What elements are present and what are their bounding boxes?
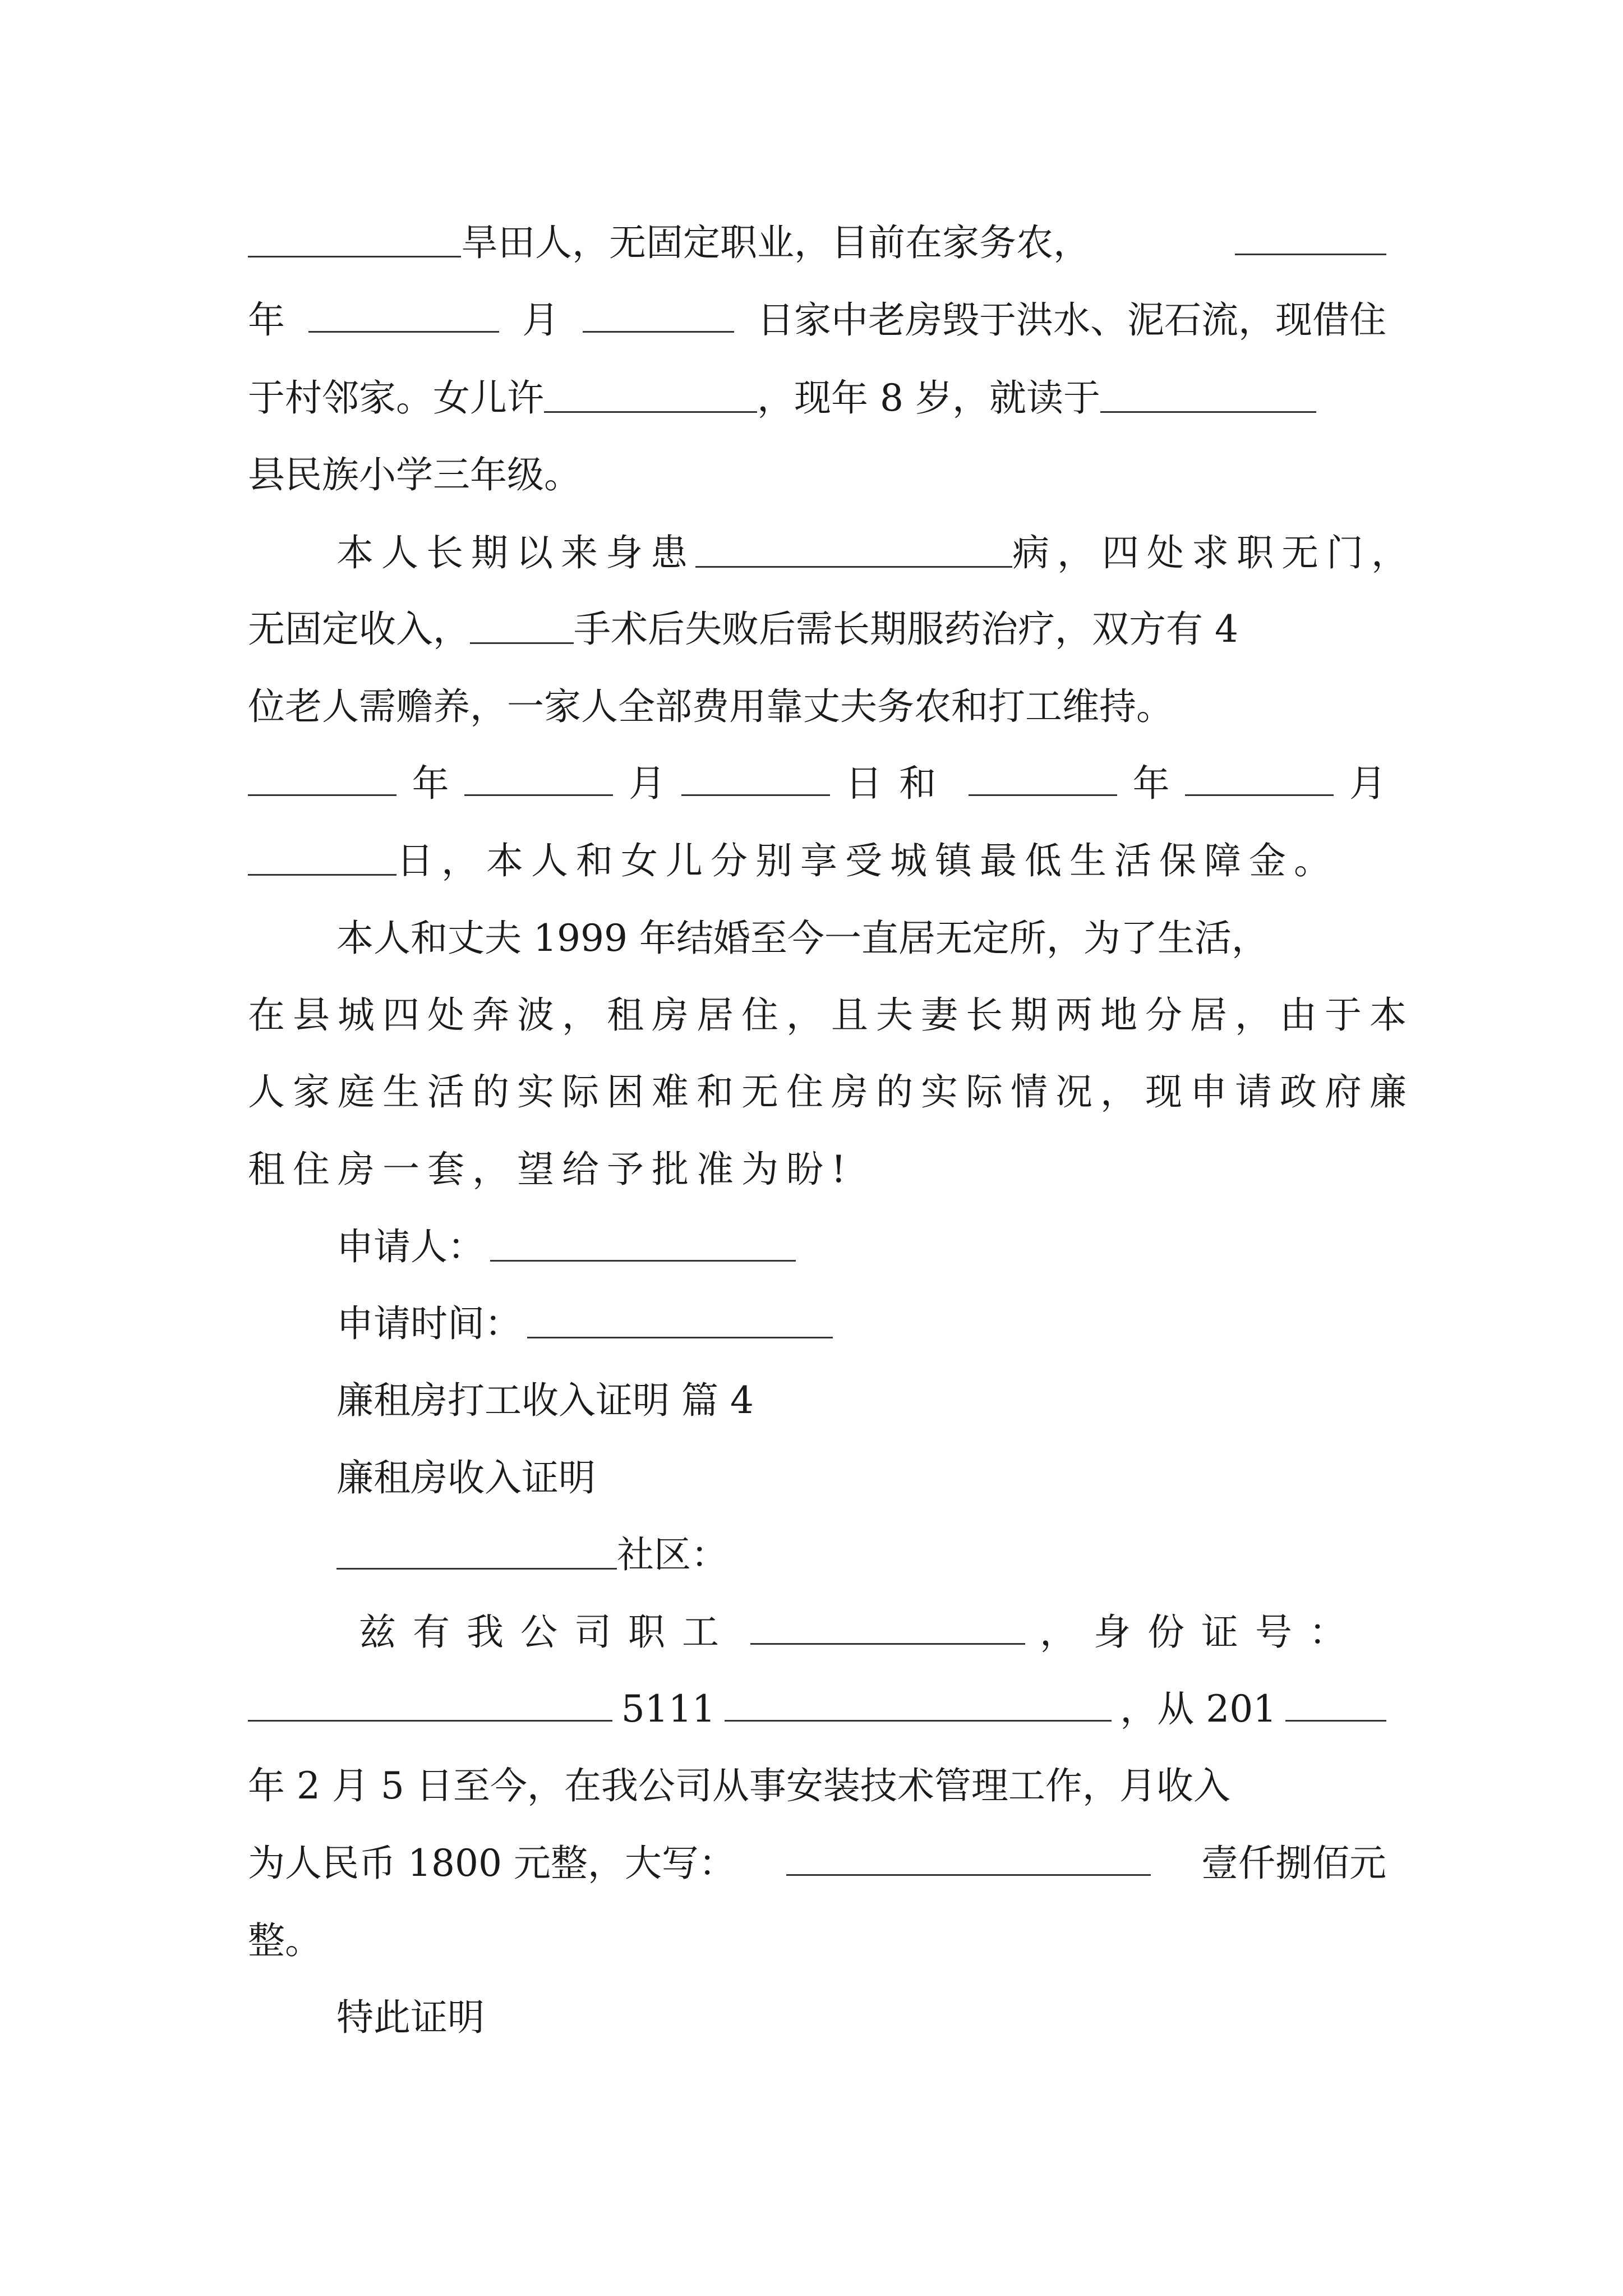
application-date-label: 申请时间： [336, 1302, 522, 1345]
section-title: 廉租房打工收入证明 篇 4 [336, 1379, 754, 1422]
text-span: 旱田人，无固定职业，目前在家务农， [461, 221, 1090, 264]
text-span: 兹有我公司职工 [359, 1611, 736, 1654]
text-span: 手术后失败后需长期服药治疗，双方有 4 [574, 608, 1238, 651]
amount-blank [786, 1839, 1151, 1876]
year-blank [1285, 1685, 1386, 1722]
applicant-label: 申请人： [336, 1225, 485, 1268]
blank-field [1100, 376, 1316, 413]
application-date-line [336, 1296, 1475, 1352]
para3-line2: 在县城四处奔波，租房居住，且夫妻长期两地分居，由于本 [248, 993, 1414, 1037]
id-blank-right [725, 1685, 1112, 1722]
text-span: 本人长期以来身患 [336, 531, 695, 574]
blank-field [1235, 219, 1386, 255]
blank-field [464, 760, 613, 796]
para1-line4: 县民族小学三年级。 [248, 453, 581, 496]
employee-name-blank [750, 1608, 1025, 1645]
community-line [336, 1527, 1475, 1583]
blank-field [544, 376, 757, 413]
text-span: ，现年 8 岁，就读于 [757, 376, 1100, 420]
blank-field [695, 531, 1012, 568]
text-span: 日，本人和女儿分别享受城镇最低生活保障金。 [396, 839, 1339, 882]
para2-line1 [336, 525, 1416, 581]
cert-line3: 年 2 月 5 日至今，在我公司从事安装技术管理工作，月收入 [248, 1764, 1230, 1807]
cert-line5: 整。 [248, 1919, 322, 1962]
para3-line4: 租住房一套，望给予批准为盼! [248, 1148, 854, 1191]
community-blank [336, 1533, 617, 1570]
para2-line5 [248, 833, 1386, 889]
text-span: 年 [1132, 762, 1170, 805]
para1-line2 [248, 292, 1386, 348]
para3-line1: 本人和丈夫 1999 年结婚至今一直居无定所，为了生活， [336, 917, 1269, 960]
text-span: 日家中老房毁于洪水、泥石流，现借住 [757, 298, 1386, 342]
text-span: 无固定收入， [248, 608, 470, 651]
para2-line3: 位老人需赡养，一家人全部费用靠丈夫务农和打工维持。 [248, 685, 1173, 728]
text-span: 月 [628, 762, 666, 805]
blank-field [248, 760, 396, 796]
text-span: 于村邻家。女儿许 [248, 376, 544, 420]
id-prefix: 5111 [621, 1687, 716, 1731]
blank-field [470, 608, 574, 644]
text-span: 年 [412, 762, 449, 805]
para2-line2 [248, 601, 1386, 657]
text-span: 病，四处求职无门， [1012, 531, 1416, 574]
blank-field [681, 760, 830, 796]
text-span: 壹仟捌佰元 [1201, 1842, 1386, 1885]
id-blank-left [248, 1685, 612, 1722]
blank-field [308, 296, 499, 333]
closing-line: 特此证明 [336, 1996, 485, 2039]
text-span: 年 [248, 298, 285, 342]
para1-line3 [248, 370, 1386, 426]
text-span: 月 [522, 298, 559, 342]
text-span: 月 [1349, 762, 1386, 805]
community-label: 社区： [617, 1533, 728, 1576]
blank-field [248, 221, 461, 257]
blank-field [1185, 760, 1334, 796]
para3-line3: 人家庭生活的实际困难和无住房的实际情况，现申请政府廉 [248, 1070, 1414, 1114]
applicant-blank [490, 1225, 796, 1262]
para2-line4 [248, 756, 1386, 812]
text-span: ，身份证号： [1040, 1611, 1363, 1654]
text-span: 日和 [845, 762, 953, 805]
blank-field [583, 296, 734, 333]
blank-field [969, 760, 1117, 796]
application-date-blank [527, 1302, 833, 1338]
blank-field [248, 839, 396, 876]
para1-line1 [248, 215, 1386, 271]
text-span: 为人民币 1800 元整，大写： [248, 1842, 736, 1885]
text-span: ，从 201 [1120, 1687, 1277, 1731]
cert-line1 [359, 1604, 1363, 1660]
cert-line2 [248, 1681, 1386, 1737]
applicant-line [336, 1219, 1475, 1275]
certificate-title: 廉租房收入证明 [336, 1456, 596, 1499]
cert-line4 [248, 1835, 1386, 1892]
